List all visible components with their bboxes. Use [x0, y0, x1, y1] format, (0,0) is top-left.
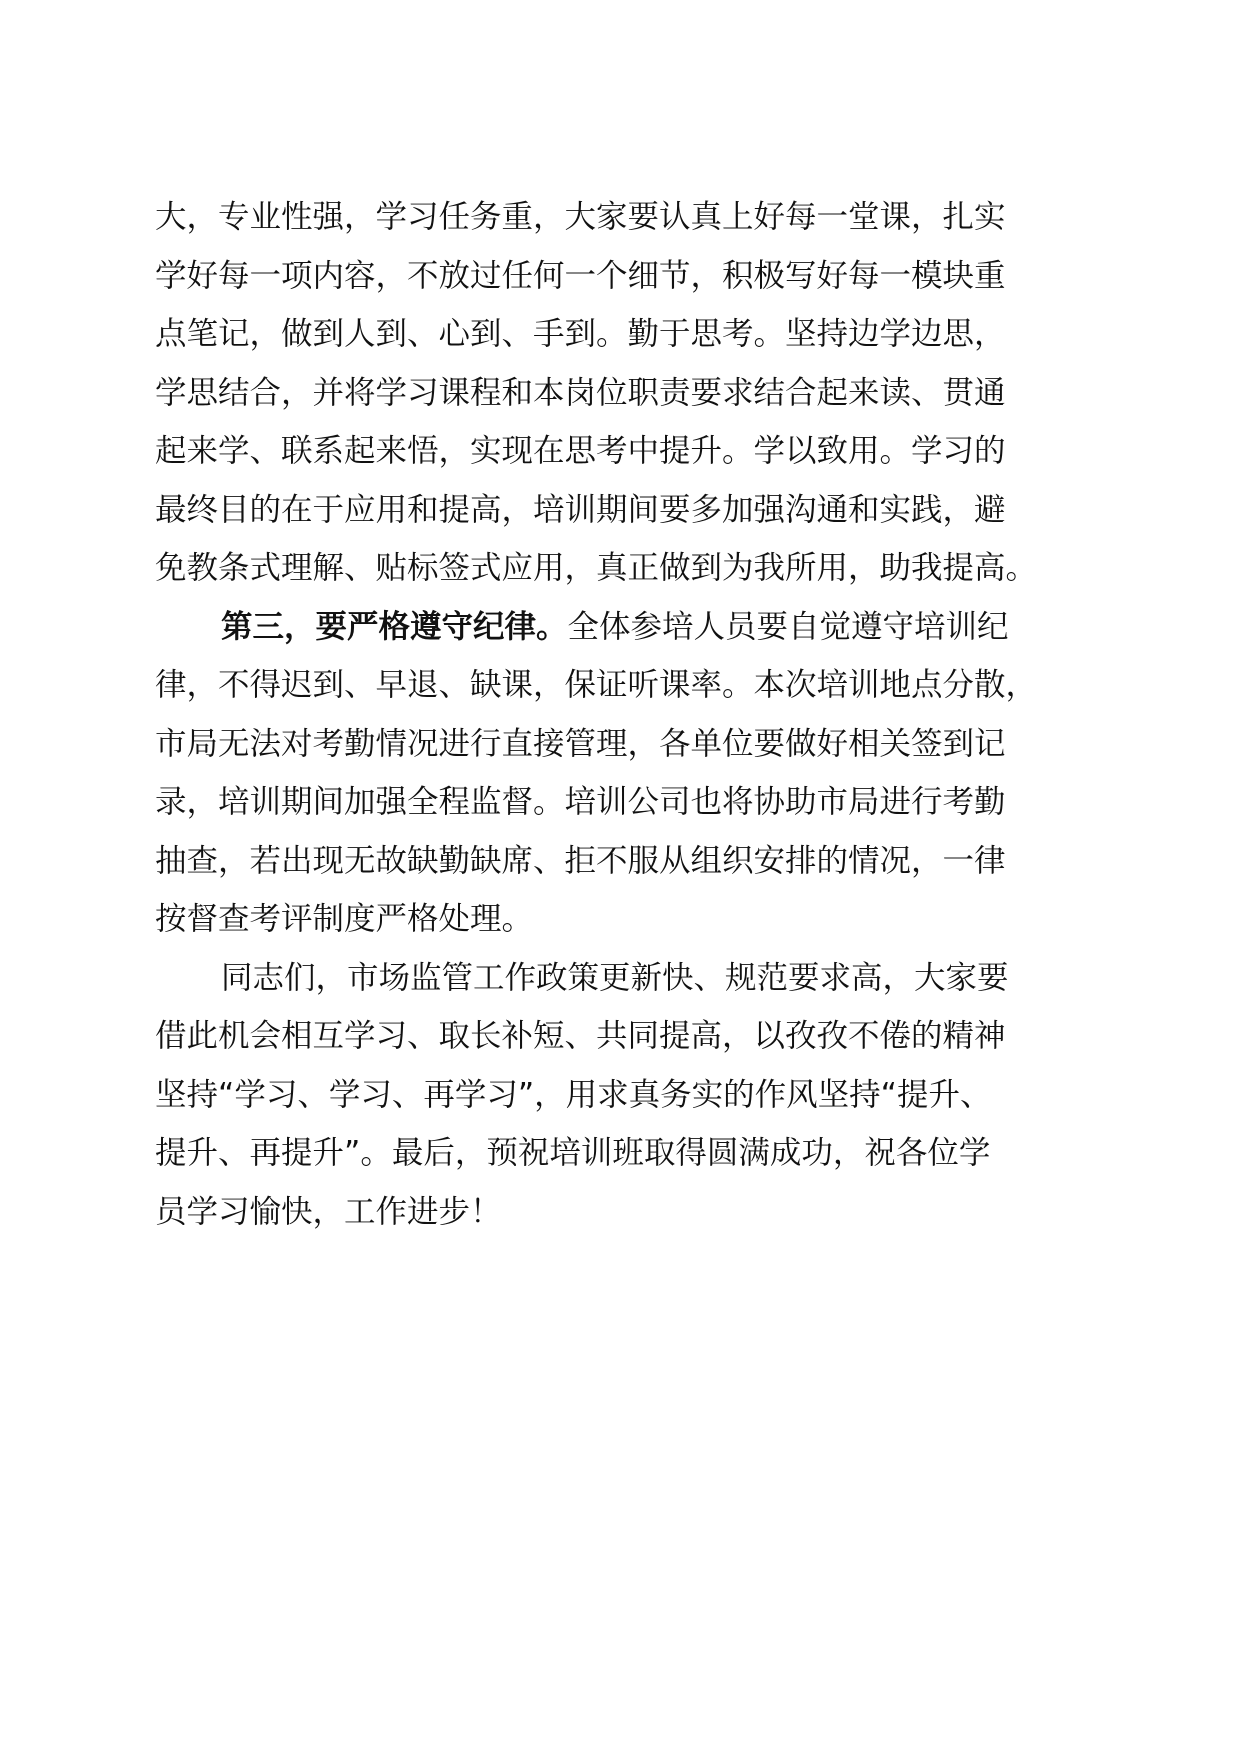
- text-line: 录，培训期间加强全程监督。培训公司也将协助市局进行考勤: [155, 784, 1006, 820]
- text-line: 起来学、联系起来悟，实现在思考中提升。学以致用。学习的: [155, 433, 1006, 469]
- text-line: 同志们，市场监管工作政策更新快、规范要求高，大家要: [221, 959, 1009, 996]
- text-line: 免教条式理解、贴标签式应用，真正做到为我所用，助我提高。: [155, 550, 1038, 586]
- paragraph-study-methods: [155, 188, 1085, 598]
- section-heading: 第三，要严格遵守纪律。: [221, 608, 568, 645]
- text-line: 大，专业性强，学习任务重，大家要认真上好每一堂课，扎实: [155, 199, 1006, 235]
- text-run: 全体参培人员要自觉遵守培训纪: [567, 608, 1009, 645]
- document-body: [155, 188, 1085, 1241]
- text-line: [155, 598, 1085, 657]
- text-line: 学思结合，并将学习课程和本岗位职责要求结合起来读、贯通: [155, 374, 1006, 411]
- text-line: 律，不得迟到、早退、缺课，保证听课率。本次培训地点分散，: [155, 667, 1038, 703]
- text-line: 抽查，若出现无故缺勤缺席、拒不服从组织安排的情况，一律: [155, 842, 1006, 879]
- text-line: 学好每一项内容，不放过任何一个细节，积极写好每一模块重: [155, 257, 1006, 294]
- text-line: 市局无法对考勤情况进行直接管理，各单位要做好相关签到记: [155, 725, 1006, 762]
- text-line: 员学习愉快，工作进步！: [155, 1193, 502, 1230]
- text-line: 按督查考评制度严格处理。: [155, 901, 534, 937]
- paragraph-closing: [155, 949, 1085, 1242]
- paragraph-discipline: [155, 598, 1085, 949]
- text-line: 坚持“学习、学习、再学习”，用求真务实的作风坚持“提升、: [155, 1076, 992, 1113]
- text-line: 点笔记，做到人到、心到、手到。勤于思考。坚持边学边思，: [155, 316, 1006, 352]
- text-line: 提升、再提升”。最后，预祝培训班取得圆满成功，祝各位学: [155, 1135, 991, 1171]
- text-line: 最终目的在于应用和提高，培训期间要多加强沟通和实践，避: [155, 491, 1006, 528]
- text-line: 借此机会相互学习、取长补短、共同提高，以孜孜不倦的精神: [155, 1018, 1006, 1054]
